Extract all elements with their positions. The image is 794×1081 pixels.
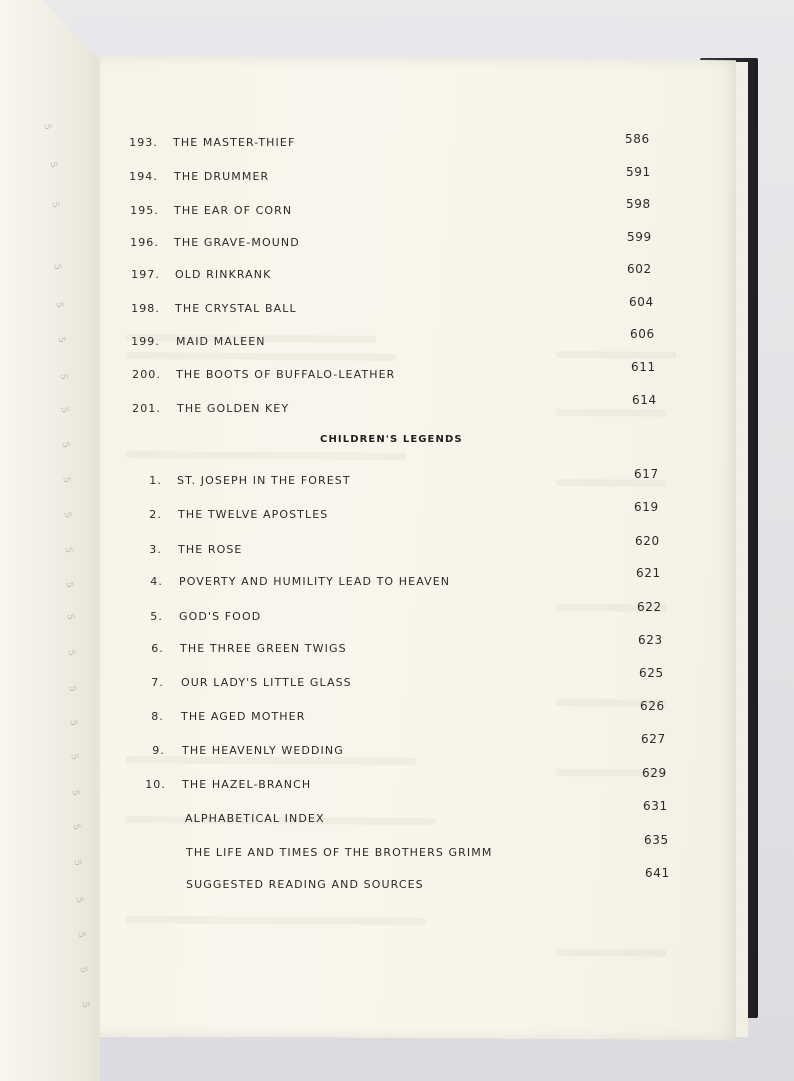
- entry-number: 3.: [149, 543, 162, 556]
- entry-number: 195.: [130, 204, 159, 217]
- entry-number: 201.: [132, 402, 161, 415]
- entry-title: THE LIFE AND TIMES OF THE BROTHERS GRIMM: [186, 846, 493, 859]
- entry-page-number: 586: [625, 132, 650, 146]
- legend-entry: [0, 633, 794, 662]
- entry-page-number: 606: [630, 327, 655, 341]
- back-matter-entry: [0, 833, 794, 866]
- back-matter-entry: [0, 799, 794, 832]
- legend-entry: [0, 666, 794, 696]
- entry-page-number: 641: [645, 866, 670, 880]
- entry-page-number: 635: [644, 833, 669, 847]
- entry-page-number: 604: [629, 295, 654, 309]
- bleed-through-line: [126, 916, 426, 925]
- entry-page-number: 598: [626, 197, 651, 211]
- entry-title: SUGGESTED READING AND SOURCES: [186, 878, 424, 891]
- entry-number: 10.: [145, 778, 166, 791]
- legend-entry: [0, 534, 794, 563]
- entry-title: THE HAZEL-BRANCH: [182, 778, 312, 791]
- toc-entry: [0, 295, 794, 322]
- entry-number: 199.: [131, 335, 160, 348]
- entry-page-number: 599: [627, 230, 652, 244]
- entry-title: THE MASTER-THIEF: [173, 136, 296, 149]
- entry-number: 2.: [149, 508, 162, 521]
- bleed-through-line: [556, 949, 666, 957]
- entry-number: 193.: [129, 136, 158, 149]
- entry-number: 4.: [150, 575, 163, 588]
- bleed-through-line: [126, 451, 406, 460]
- entry-number: 8.: [151, 710, 164, 723]
- entry-title: THE EAR OF CORN: [174, 204, 293, 217]
- entry-page-number: 627: [641, 732, 666, 746]
- toc-entry: [0, 327, 794, 355]
- entry-page-number: 623: [638, 633, 663, 647]
- entry-page-number: 626: [640, 699, 665, 713]
- entry-page-number: 617: [634, 467, 659, 481]
- legend-entry: [0, 500, 794, 528]
- entry-number: 1.: [149, 474, 162, 487]
- left-page-gutter-text: 5 5 5 5 5 5 5 5 5 5 5 5 5 5 5 5 5 5 5 5 5 5 5 5 5: [41, 123, 91, 1009]
- toc-entry: [0, 165, 794, 190]
- entry-title: MAID MALEEN: [176, 335, 266, 348]
- entry-page-number: 625: [639, 666, 664, 680]
- entry-title: ST. JOSEPH IN THE FOREST: [177, 474, 351, 487]
- legend-entry: [0, 766, 794, 798]
- legend-entry: [0, 467, 794, 494]
- entry-number: 6.: [151, 642, 164, 655]
- entry-title: GOD'S FOOD: [179, 610, 262, 623]
- entry-title: ALPHABETICAL INDEX: [185, 812, 325, 825]
- entry-number: 196.: [130, 236, 159, 249]
- entry-number: 7.: [151, 676, 164, 689]
- back-matter-entry: [0, 866, 794, 898]
- entry-page-number: 622: [637, 600, 662, 614]
- toc-entry: [0, 262, 794, 288]
- entry-page-number: 631: [643, 799, 668, 813]
- entry-title: THE AGED MOTHER: [181, 710, 306, 723]
- entry-number: 197.: [131, 268, 160, 281]
- entry-number: 194.: [129, 170, 158, 183]
- entry-title: OLD RINKRANK: [175, 268, 272, 281]
- entry-page-number: 620: [635, 534, 660, 548]
- entry-title: THE CRYSTAL BALL: [175, 302, 297, 315]
- entry-number: 9.: [152, 744, 165, 757]
- entry-page-number: 629: [642, 766, 667, 780]
- entry-title: THE BOOTS OF BUFFALO-LEATHER: [176, 368, 396, 381]
- legend-entry: [0, 566, 794, 595]
- toc-entry: [0, 132, 794, 156]
- entry-title: OUR LADY'S LITTLE GLASS: [181, 676, 352, 689]
- toc-entry: [0, 197, 794, 224]
- entry-title: POVERTY AND HUMILITY LEAD TO HEAVEN: [179, 575, 451, 588]
- entry-page-number: 621: [636, 566, 661, 580]
- entry-page-number: 591: [626, 165, 651, 179]
- section-heading: CHILDREN'S LEGENDS: [320, 434, 463, 445]
- entry-number: 5.: [150, 610, 163, 623]
- entry-number: 198.: [131, 302, 160, 315]
- entry-title: THE THREE GREEN TWIGS: [180, 642, 347, 655]
- entry-page-number: 619: [634, 500, 659, 514]
- entry-title: THE GRAVE-MOUND: [174, 236, 300, 249]
- entry-page-number: 602: [627, 262, 652, 276]
- entry-page-number: 614: [632, 393, 657, 407]
- legend-entry: [0, 699, 794, 730]
- entry-title: THE DRUMMER: [174, 170, 270, 183]
- entry-title: THE HEAVENLY WEDDING: [182, 744, 344, 757]
- toc-entry: [0, 230, 794, 256]
- entry-page-number: 611: [631, 360, 656, 374]
- legend-entry: [0, 600, 794, 630]
- entry-title: THE GOLDEN KEY: [177, 402, 290, 415]
- entry-title: THE ROSE: [178, 543, 243, 556]
- legend-entry: [0, 732, 794, 764]
- entry-title: THE TWELVE APOSTLES: [178, 508, 329, 521]
- entry-number: 200.: [132, 368, 161, 381]
- toc-entry: [0, 360, 794, 388]
- toc-entry: [0, 393, 794, 422]
